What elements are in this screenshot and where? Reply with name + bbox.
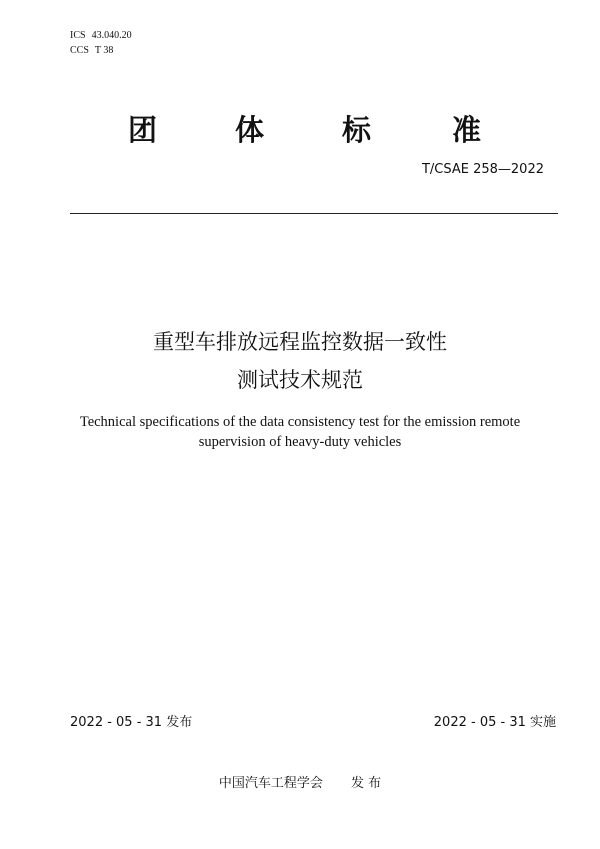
ics-code: 43.040.20 [91,30,132,41]
publisher-name: 中国汽车工程学会 [218,776,323,791]
doc-type-char-4: 准 [452,113,482,147]
document-type-heading [0,110,600,150]
ccs-code: T 38 [94,45,114,56]
doc-type-char-2: 体 [235,113,265,147]
chinese-title-line-1: 重型车排放远程监控数据一致性 [153,330,447,354]
doc-type-char-1: 团 [128,113,158,147]
classification-codes [70,28,138,58]
ccs-label: CCS [70,45,89,56]
ccs-row [70,43,138,58]
publisher-action: 发 布 [350,776,382,791]
doc-type-char-3: 标 [342,113,372,147]
standard-number: T/CSAE 258—2022 [421,162,544,177]
english-title-line-1: Technical specifications of the data consistency test for the emission remote [79,414,521,430]
header-divider [70,213,558,214]
english-title-line-2: supervision of heavy-duty vehicles [198,434,402,450]
implementation-date: 2022 - 05 - 31 实施 [433,715,556,730]
ics-row [70,28,138,43]
chinese-title-line-2: 测试技术规范 [237,368,363,392]
publisher-line [0,774,600,794]
publication-date: 2022 - 05 - 31 发布 [70,715,193,730]
ics-label: ICS [70,30,86,41]
